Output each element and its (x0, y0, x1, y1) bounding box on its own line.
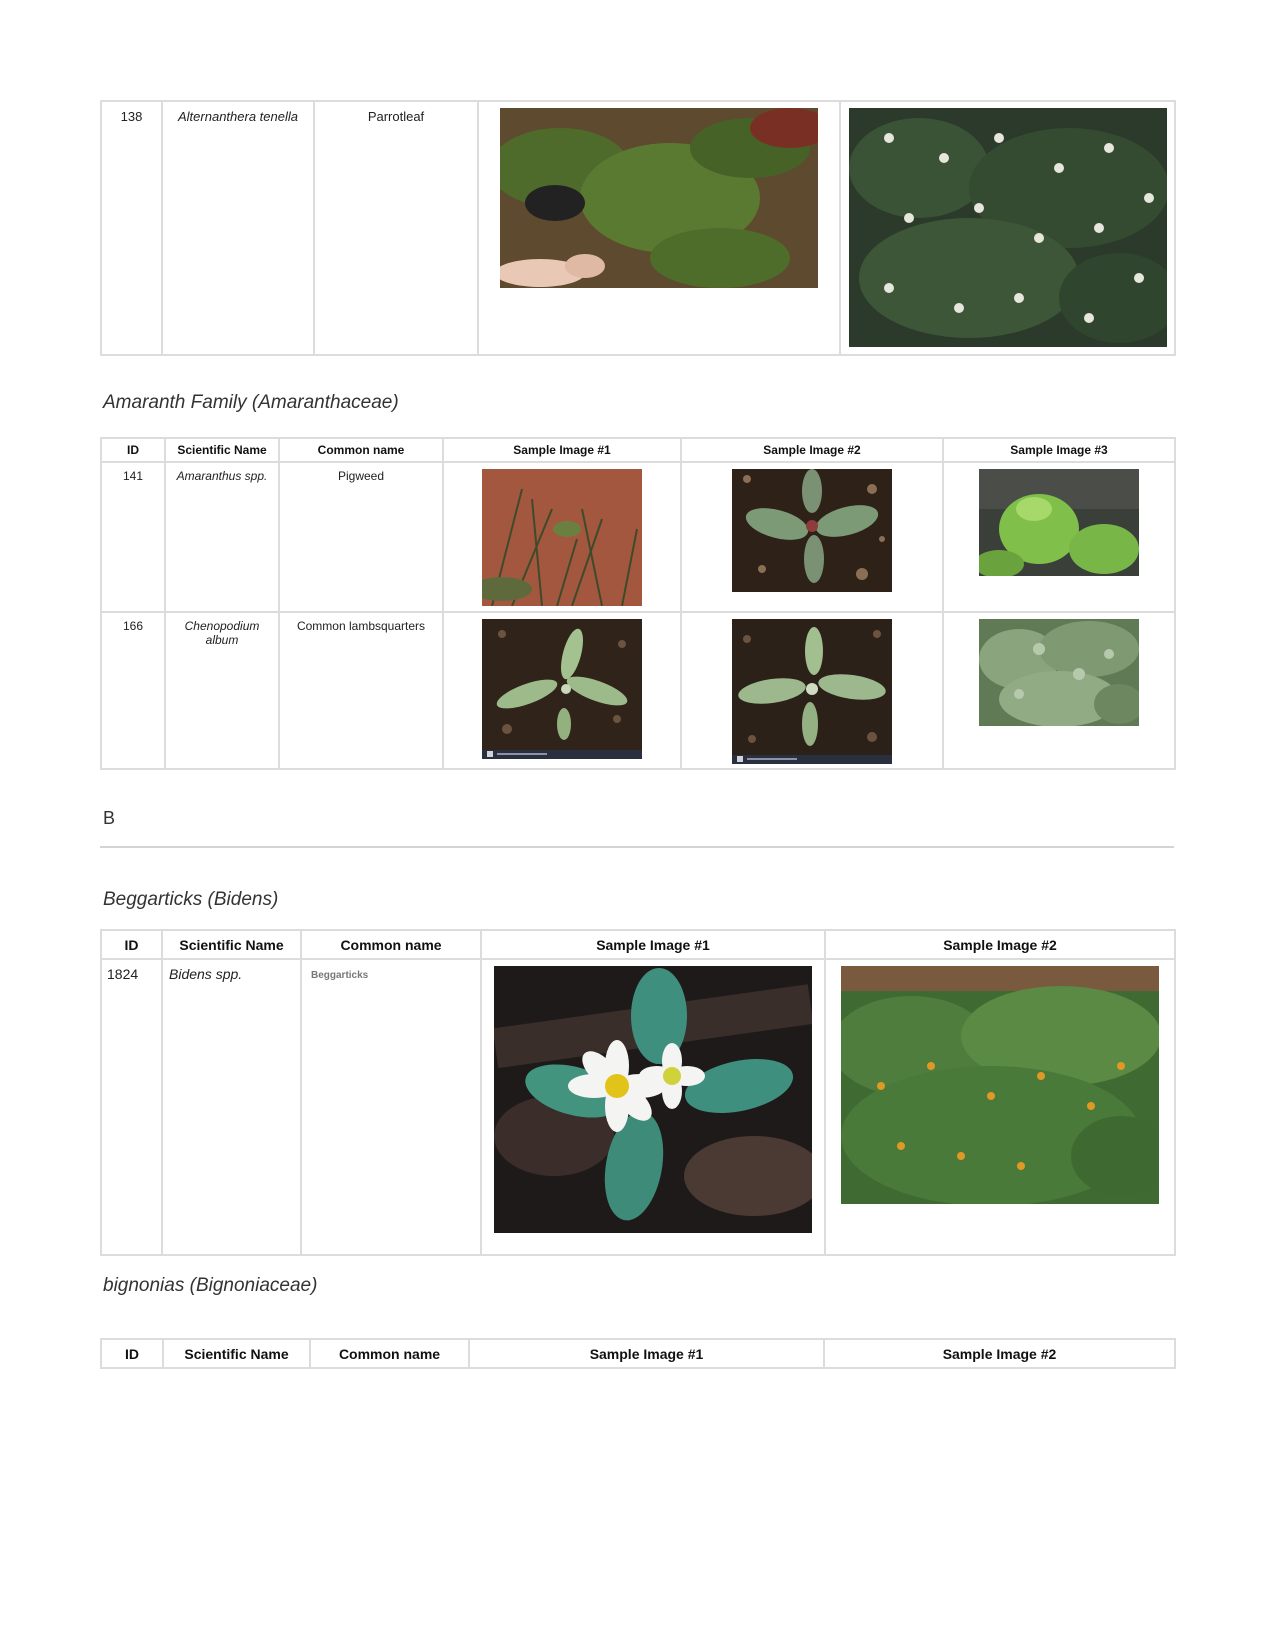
sample-image-1-cell (443, 612, 681, 769)
col-header-image-1: Sample Image #1 (481, 930, 825, 959)
col-header-image-2: Sample Image #2 (824, 1339, 1175, 1368)
col-header-image-1: Sample Image #1 (443, 438, 681, 462)
beggarticks-header-row (101, 930, 1175, 959)
parrotleaf-table (100, 100, 1176, 356)
row-id: 1824 (101, 959, 162, 1255)
common-name: Common lambsquarters (279, 612, 443, 769)
sample-image-2-cell (825, 959, 1175, 1255)
row-id: 166 (101, 612, 165, 769)
col-header-id: ID (101, 1339, 163, 1368)
watermark-bar (732, 755, 892, 764)
lambsquarters-photo-1 (482, 619, 642, 759)
bignonias-header-row (101, 1339, 1175, 1368)
pigweed-photo-3 (979, 469, 1139, 576)
table-row (101, 612, 1175, 769)
sample-image-1-cell (481, 959, 825, 1255)
common-name: Pigweed (279, 462, 443, 612)
scientific-name: Amaranthus spp. (165, 462, 279, 612)
sample-image-1-cell (443, 462, 681, 612)
row-id: 141 (101, 462, 165, 612)
beggarticks-plant-photo (841, 966, 1159, 1204)
section-divider (100, 846, 1174, 848)
sample-image-3-cell (943, 462, 1175, 612)
lambsquarters-photo-2 (732, 619, 892, 764)
beggarticks-flower-photo (494, 966, 812, 1233)
lambsquarters-photo-3 (979, 619, 1139, 726)
col-header-common: Common name (279, 438, 443, 462)
col-header-image-2: Sample Image #2 (825, 930, 1175, 959)
col-header-id: ID (101, 438, 165, 462)
parrotleaf-flowers-photo (849, 108, 1167, 347)
sample-image-2-cell (681, 462, 943, 612)
sample-image-2-cell (681, 612, 943, 769)
beggarticks-table (100, 929, 1176, 1256)
col-header-id: ID (101, 930, 162, 959)
col-header-scientific: Scientific Name (165, 438, 279, 462)
amaranth-section-title: Amaranth Family (Amaranthaceae) (103, 392, 399, 413)
col-header-image-1: Sample Image #1 (469, 1339, 824, 1368)
sample-image-1-cell (478, 101, 840, 355)
sample-image-3-cell (943, 612, 1175, 769)
common-name: Parrotleaf (314, 101, 478, 355)
beggarticks-section-title: Beggarticks (Bidens) (103, 889, 279, 910)
table-row (101, 462, 1175, 612)
col-header-scientific: Scientific Name (163, 1339, 310, 1368)
scientific-name: Chenopodium album (165, 612, 279, 769)
amaranth-header-row (101, 438, 1175, 462)
parrotleaf-ground-photo (500, 108, 818, 288)
col-header-common: Common name (310, 1339, 469, 1368)
scientific-name: Bidens spp. (162, 959, 301, 1255)
row-id: 138 (101, 101, 162, 355)
pigweed-photo-1 (482, 469, 642, 606)
amaranth-table (100, 437, 1176, 770)
scientific-name: Alternanthera tenella (162, 101, 314, 355)
bignonias-section-title: bignonias (Bignoniaceae) (103, 1275, 318, 1296)
col-header-scientific: Scientific Name (162, 930, 301, 959)
common-name: Beggarticks (301, 959, 481, 1255)
bignonias-table (100, 1338, 1176, 1369)
col-header-image-2: Sample Image #2 (681, 438, 943, 462)
pigweed-photo-2 (732, 469, 892, 592)
watermark-bar (482, 750, 642, 759)
sample-image-2-cell (840, 101, 1175, 355)
section-letter-b: B (103, 808, 116, 828)
col-header-image-3: Sample Image #3 (943, 438, 1175, 462)
col-header-common: Common name (301, 930, 481, 959)
table-row (101, 959, 1175, 1255)
